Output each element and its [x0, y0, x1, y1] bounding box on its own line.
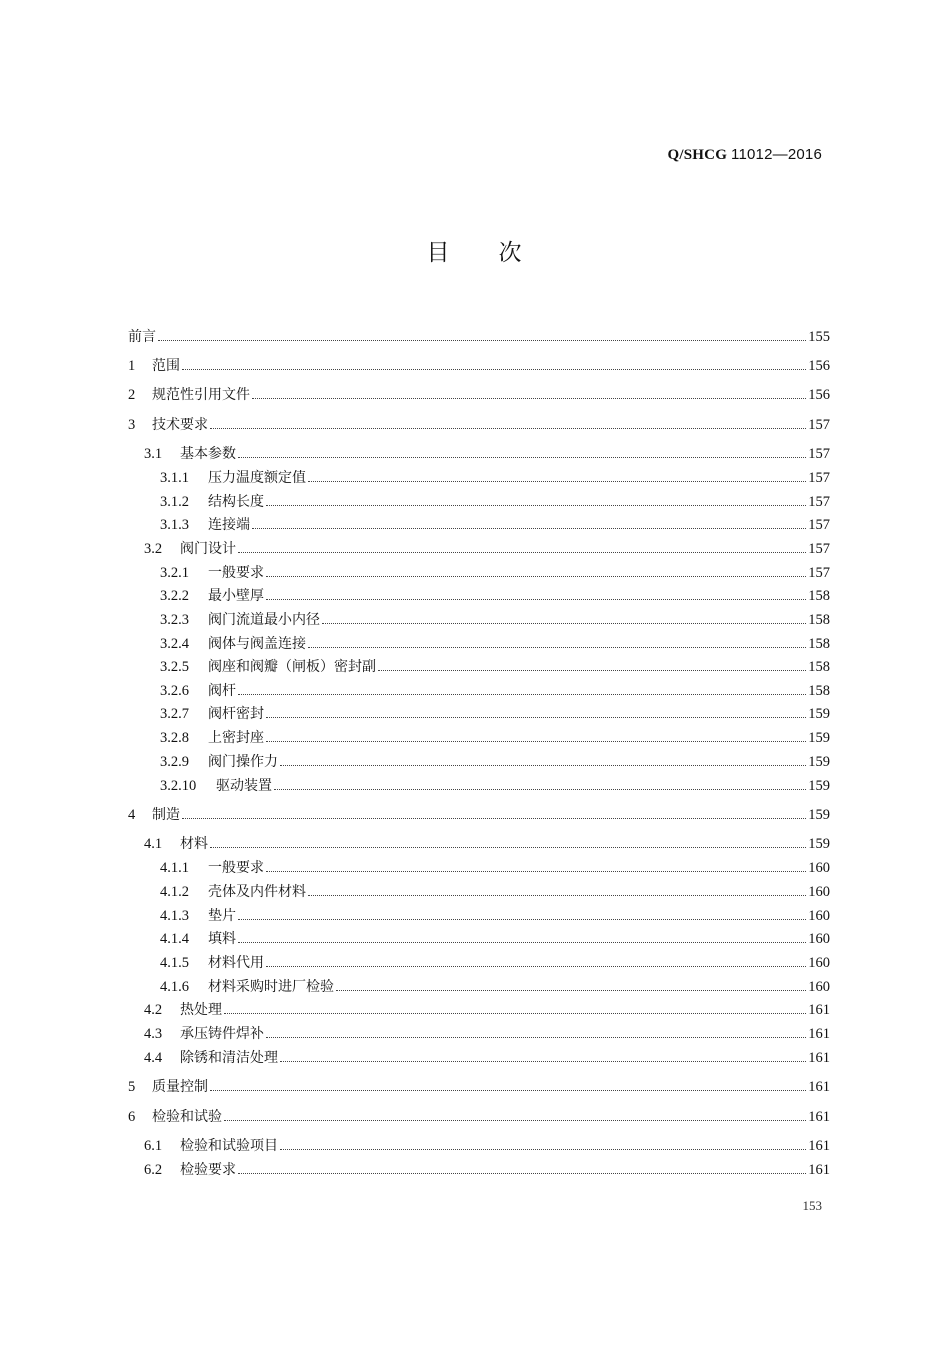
- toc-entry-heading: [128, 805, 180, 825]
- toc-entry-page: 158: [808, 636, 830, 652]
- toc-leader-dots: [266, 576, 806, 577]
- document-code-number: 11012—2016: [731, 146, 822, 163]
- toc-entry-heading: [128, 444, 236, 464]
- toc-entry-page: 161: [808, 1138, 830, 1154]
- toc-entry-page: 160: [808, 979, 830, 995]
- toc-entry-page: 157: [808, 470, 830, 486]
- document-code-prefix: Q/SHCG: [667, 147, 728, 163]
- toc-entry-heading: [128, 977, 334, 997]
- toc-entry-number: 4.1.3: [160, 908, 189, 924]
- toc-entry-page: 157: [808, 517, 830, 533]
- toc-entry[interactable]: [128, 774, 830, 796]
- toc-entry-page: 159: [808, 730, 830, 746]
- toc-entry-page: 161: [808, 1079, 830, 1095]
- toc-entry-page: 159: [808, 836, 830, 852]
- toc-entry-heading: [128, 929, 236, 949]
- toc-leader-dots: [158, 340, 806, 341]
- toc-entry-heading: [128, 752, 278, 772]
- toc-leader-dots: [378, 670, 806, 671]
- toc-entry-number: 3.1.3: [160, 517, 189, 533]
- toc-entry-label: 检验和试验项目: [180, 1138, 278, 1154]
- toc-entry[interactable]: [128, 880, 830, 902]
- toc-entry-label: 阀体与阀盖连接: [208, 636, 306, 652]
- toc-entry[interactable]: [128, 608, 830, 630]
- toc-entry-number: 3.2.7: [160, 706, 189, 722]
- toc-entry-number: 3: [128, 417, 136, 433]
- toc-leader-dots: [252, 528, 806, 529]
- toc-entry-label: 阀门操作力: [208, 754, 278, 770]
- toc-entry-page: 158: [808, 612, 830, 628]
- toc-entry[interactable]: [128, 1046, 830, 1068]
- toc-entry-heading: [128, 953, 264, 973]
- toc-entry-label: 制造: [152, 807, 180, 823]
- toc-entry-number: 3.1: [144, 446, 163, 462]
- toc-entry-heading: [128, 563, 264, 583]
- toc-entry[interactable]: [128, 561, 830, 583]
- toc-entry-label: 压力温度额定值: [208, 470, 306, 486]
- toc-entry-page: 161: [808, 1026, 830, 1042]
- toc-entry[interactable]: [128, 951, 830, 973]
- toc-entry-label: 上密封座: [208, 730, 264, 746]
- toc-entry-number: 3.2.5: [160, 659, 189, 675]
- toc-entry-number: 3.2.4: [160, 636, 189, 652]
- toc-entry-page: 158: [808, 659, 830, 675]
- toc-entry-heading: [128, 704, 264, 724]
- toc-entry[interactable]: [128, 702, 830, 724]
- toc-entry-number: 4.1.5: [160, 955, 189, 971]
- toc-entry-number: 3.1.2: [160, 494, 189, 510]
- toc-entry-page: 157: [808, 446, 830, 462]
- toc-entry-page: 156: [808, 358, 830, 374]
- toc-entry[interactable]: [128, 1022, 830, 1044]
- toc-entry-heading: [128, 906, 236, 926]
- toc-entry-page: 160: [808, 860, 830, 876]
- toc-entry-label: 前言: [128, 329, 156, 345]
- toc-entry-heading: [128, 1136, 278, 1156]
- toc-entry-page: 157: [808, 494, 830, 510]
- toc-entry-number: 4.1.6: [160, 979, 189, 995]
- toc-entry-page: 158: [808, 588, 830, 604]
- toc-leader-dots: [182, 369, 806, 370]
- toc-leader-dots: [280, 1149, 806, 1150]
- toc-entry-label: 阀座和阀瓣（闸板）密封副: [208, 659, 376, 675]
- toc-entry[interactable]: [128, 466, 830, 488]
- toc-entry-label: 质量控制: [152, 1079, 208, 1095]
- toc-leader-dots: [238, 694, 806, 695]
- toc-entry[interactable]: [128, 1134, 830, 1156]
- toc-entry-label: 阀门设计: [180, 541, 236, 557]
- toc-entry-page: 159: [808, 754, 830, 770]
- toc-entry-number: 3.2.10: [160, 778, 197, 794]
- toc-leader-dots: [266, 599, 806, 600]
- toc-leader-dots: [274, 789, 806, 790]
- toc-entry-label: 检验和试验: [152, 1109, 222, 1125]
- toc-entry-label: 驱动装置: [216, 778, 272, 794]
- toc-leader-dots: [252, 398, 806, 399]
- toc-leader-dots: [280, 1061, 806, 1062]
- toc-entry-heading: [128, 834, 208, 854]
- toc-entry[interactable]: [128, 726, 830, 748]
- toc-entry[interactable]: [128, 1105, 830, 1127]
- toc-entry-heading: [128, 634, 306, 654]
- toc-entry-heading: [128, 1107, 222, 1127]
- toc-entry[interactable]: [128, 655, 830, 677]
- toc-entry[interactable]: [128, 904, 830, 926]
- toc-entry-number: 6.1: [144, 1138, 163, 1154]
- toc-entry-heading: [128, 657, 376, 677]
- toc-entry-number: 3.2.6: [160, 683, 189, 699]
- toc-entry-number: 3.2: [144, 541, 163, 557]
- toc-entry-number: 3.2.3: [160, 612, 189, 628]
- toc-entry[interactable]: [128, 998, 830, 1020]
- toc-entry-number: 3.2.9: [160, 754, 189, 770]
- toc-entry-heading: [128, 1160, 236, 1180]
- toc-leader-dots: [266, 741, 806, 742]
- toc-entry-number: 4.1: [144, 836, 163, 852]
- toc-leader-dots: [266, 871, 806, 872]
- toc-entry[interactable]: [128, 1158, 830, 1180]
- toc-entry-number: 6: [128, 1109, 136, 1125]
- toc-leader-dots: [308, 647, 806, 648]
- toc-leader-dots: [308, 481, 806, 482]
- toc-entry-page: 157: [808, 565, 830, 581]
- toc-entry-label: 一般要求: [208, 565, 264, 581]
- toc-entry-page: 160: [808, 884, 830, 900]
- toc-entry-label: 结构长度: [208, 494, 264, 510]
- toc-leader-dots: [336, 990, 806, 991]
- toc-entry-label: 技术要求: [152, 417, 208, 433]
- toc-entry[interactable]: [128, 856, 830, 878]
- toc-entry-label: 一般要求: [208, 860, 264, 876]
- toc-entry-label: 承压铸件焊补: [180, 1026, 264, 1042]
- toc-entry-heading: [128, 539, 236, 559]
- toc-entry[interactable]: [128, 325, 830, 347]
- toc-entry-number: 4.2: [144, 1002, 163, 1018]
- toc-entry[interactable]: [128, 1075, 830, 1097]
- toc-entry-number: 4.3: [144, 1026, 163, 1042]
- toc-entry-heading: [128, 586, 264, 606]
- toc-entry-heading: [128, 515, 250, 535]
- toc-leader-dots: [238, 919, 806, 920]
- toc-entry[interactable]: [128, 413, 830, 435]
- toc-entry-page: 156: [808, 387, 830, 403]
- toc-leader-dots: [210, 428, 806, 429]
- toc-entry[interactable]: [128, 632, 830, 654]
- toc-entry-heading: [128, 1048, 278, 1068]
- toc-leader-dots: [266, 505, 806, 506]
- toc-leader-dots: [322, 623, 806, 624]
- toc-entry[interactable]: [128, 354, 830, 376]
- toc-entry-page: 159: [808, 706, 830, 722]
- toc-entry-heading: [128, 1000, 222, 1020]
- toc-entry-label: 材料代用: [208, 955, 264, 971]
- toc-leader-dots: [238, 552, 806, 553]
- toc-entry-number: 3.2.2: [160, 588, 189, 604]
- toc-entry[interactable]: [128, 832, 830, 854]
- toc-entry-number: 4: [128, 807, 136, 823]
- toc-leader-dots: [238, 1173, 806, 1174]
- toc-entry-number: 3.2.8: [160, 730, 189, 746]
- toc-entry-label: 连接端: [208, 517, 250, 533]
- toc-leader-dots: [266, 1037, 806, 1038]
- toc-entry-heading: [128, 882, 306, 902]
- toc-entry-page: 160: [808, 908, 830, 924]
- toc-entry-label: 材料采购时进厂检验: [208, 979, 334, 995]
- toc-leader-dots: [266, 717, 806, 718]
- toc-entry-label: 基本参数: [180, 446, 236, 462]
- toc-entry-page: 159: [808, 778, 830, 794]
- toc-entry-label: 热处理: [180, 1002, 222, 1018]
- toc-leader-dots: [238, 942, 806, 943]
- toc-leader-dots: [308, 895, 806, 896]
- toc-entry-heading: [128, 728, 264, 748]
- toc-entry-page: 158: [808, 683, 830, 699]
- toc-entry-label: 阀杆密封: [208, 706, 264, 722]
- toc-entry-heading: [128, 356, 180, 376]
- toc-entry-number: 3.2.1: [160, 565, 189, 581]
- toc-entry-heading: [128, 681, 236, 701]
- toc-entry-page: 161: [808, 1162, 830, 1178]
- toc-entry[interactable]: [128, 927, 830, 949]
- toc-entry-number: 4.1.4: [160, 931, 189, 947]
- toc-entry-heading: [128, 492, 264, 512]
- toc-entry-label: 垫片: [208, 908, 236, 924]
- toc-entry-label: 最小壁厚: [208, 588, 264, 604]
- toc-leader-dots: [224, 1013, 806, 1014]
- toc-entry-number: 4.1.2: [160, 884, 189, 900]
- toc-entry[interactable]: [128, 513, 830, 535]
- toc-entry-number: 6.2: [144, 1162, 163, 1178]
- toc-entry-number: 4.1.1: [160, 860, 189, 876]
- toc-entry-label: 阀门流道最小内径: [208, 612, 320, 628]
- toc-entry-label: 检验要求: [180, 1162, 236, 1178]
- toc-entry[interactable]: [128, 584, 830, 606]
- toc-entry[interactable]: [128, 537, 830, 559]
- toc-entry-label: 除锈和清洁处理: [180, 1050, 278, 1066]
- toc-entry-heading: [128, 468, 306, 488]
- toc-entry-heading: [128, 385, 250, 405]
- toc-leader-dots: [280, 765, 806, 766]
- toc-entry-label: 填料: [208, 931, 236, 947]
- toc-entry[interactable]: [128, 490, 830, 512]
- toc-entry-heading: [128, 327, 156, 347]
- toc-leader-dots: [210, 1090, 806, 1091]
- toc-entry-label: 范围: [152, 358, 180, 374]
- toc-entry-number: 4.4: [144, 1050, 163, 1066]
- toc-leader-dots: [224, 1120, 806, 1121]
- toc-entry-page: 160: [808, 955, 830, 971]
- toc-entry[interactable]: [128, 975, 830, 997]
- page-title-char-1: 目: [426, 240, 452, 266]
- toc-entry[interactable]: [128, 750, 830, 772]
- toc-entry-number: 1: [128, 358, 136, 374]
- toc-entry-page: 160: [808, 931, 830, 947]
- toc-entry-page: 161: [808, 1050, 830, 1066]
- toc-entry-heading: [128, 610, 320, 630]
- toc-entry-heading: [128, 776, 272, 796]
- toc-entry[interactable]: [128, 442, 830, 464]
- toc-entry-page: 159: [808, 807, 830, 823]
- toc-entry-page: 161: [808, 1109, 830, 1125]
- toc-entry-heading: [128, 1077, 208, 1097]
- toc-entry-page: 157: [808, 417, 830, 433]
- toc-leader-dots: [266, 966, 806, 967]
- toc-entry-heading: [128, 1024, 264, 1044]
- toc-entry-label: 规范性引用文件: [152, 387, 250, 403]
- toc-entry-number: 5: [128, 1079, 136, 1095]
- toc-entry-label: 材料: [180, 836, 208, 852]
- page-number: 153: [802, 1198, 822, 1213]
- toc-leader-dots: [182, 818, 806, 819]
- toc-entry-label: 阀杆: [208, 683, 236, 699]
- toc-entry-heading: [128, 415, 208, 435]
- toc-leader-dots: [210, 847, 806, 848]
- toc-entry-page: 161: [808, 1002, 830, 1018]
- toc-entry[interactable]: [128, 383, 830, 405]
- toc-entry-page: 155: [808, 329, 830, 345]
- toc-entry[interactable]: [128, 803, 830, 825]
- toc-entry-number: 3.1.1: [160, 470, 189, 486]
- toc-entry-label: 壳体及内件材料: [208, 884, 306, 900]
- toc-leader-dots: [238, 457, 806, 458]
- toc-entry-heading: [128, 858, 264, 878]
- page-title-char-2: 次: [498, 240, 524, 266]
- toc-entry-number: 2: [128, 387, 136, 403]
- toc-entry[interactable]: [128, 679, 830, 701]
- toc-entry-page: 157: [808, 541, 830, 557]
